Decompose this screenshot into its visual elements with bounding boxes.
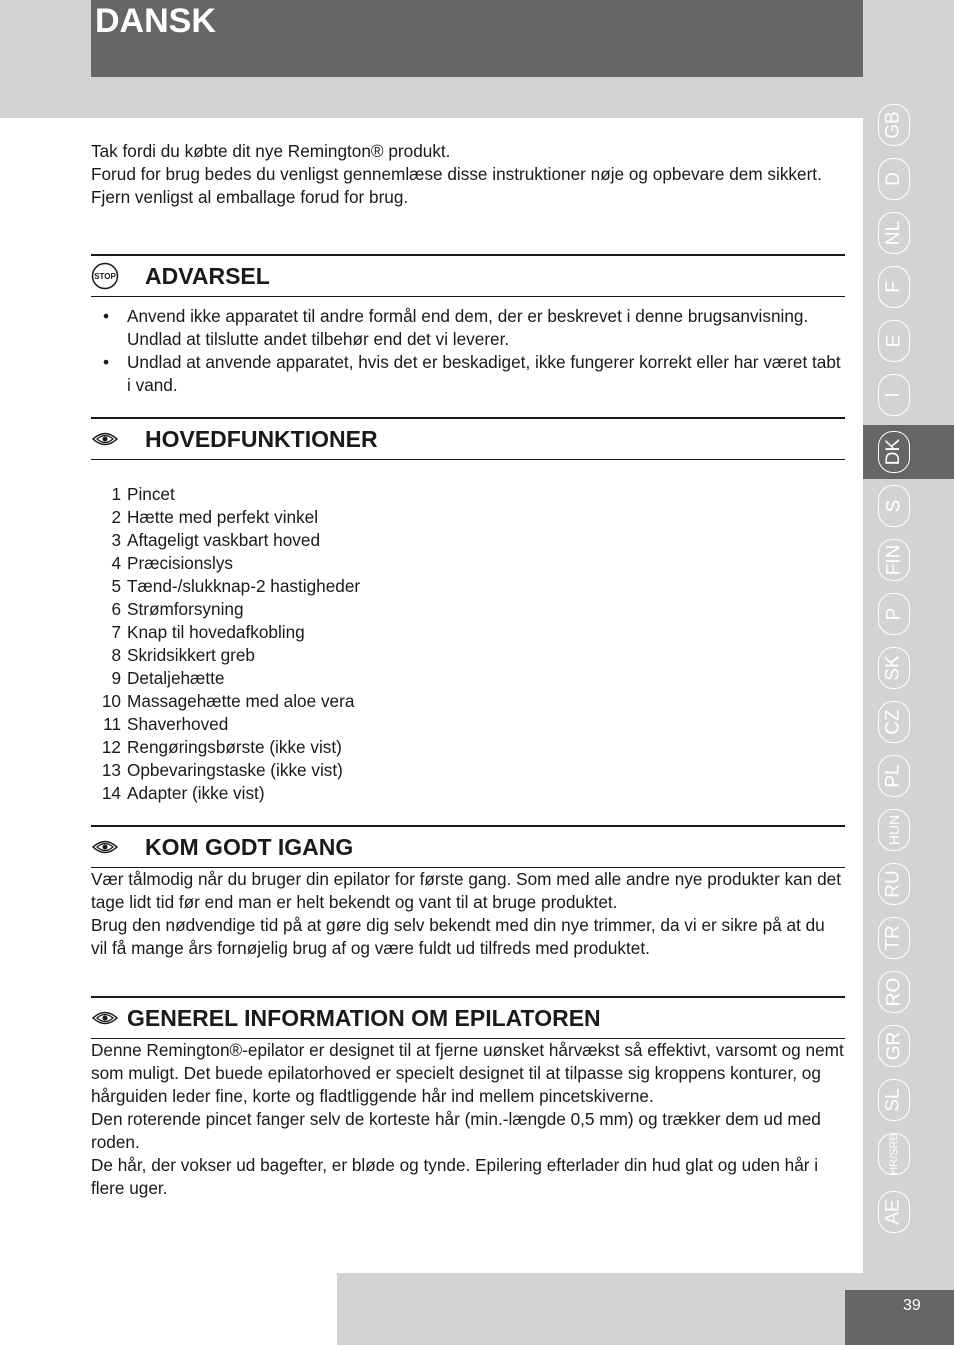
page-number-box xyxy=(845,1290,954,1345)
list-item xyxy=(91,529,845,552)
language-tab-d[interactable] xyxy=(863,152,954,206)
list-item xyxy=(91,552,845,575)
language-tab-label: RO xyxy=(883,977,904,1007)
page-bottom-strip xyxy=(0,1273,337,1345)
language-tab-cz[interactable] xyxy=(863,695,954,749)
list-item: • Undlad at anvende apparatet, hvis det er beskadiget, ikke fungerer korrekt eller har været tabt i vand. xyxy=(91,351,845,397)
eye-icon xyxy=(91,1004,119,1032)
language-tab-label: AE xyxy=(882,1199,904,1225)
item-number: 7 xyxy=(111,622,121,642)
language-tab-label: SK xyxy=(882,655,904,681)
language-tab-hr-srb[interactable] xyxy=(863,1127,954,1181)
item-number: 5 xyxy=(111,576,121,596)
language-tab-ro[interactable] xyxy=(863,965,954,1019)
language-tab-label: SL xyxy=(883,1088,904,1112)
item-number: 12 xyxy=(101,737,121,757)
language-tab-label: TR xyxy=(882,925,904,951)
list-item xyxy=(91,506,845,529)
intro-line: Forud for brug bedes du venligst gennemlæse disse instruktioner nøje og opbevare dem sikkert. Fjern venligst al emballage forud for brug. xyxy=(91,164,822,207)
language-tab-label: I xyxy=(883,392,904,398)
item-number: 3 xyxy=(111,530,121,550)
item-number: 6 xyxy=(111,599,121,619)
language-tab-label: D xyxy=(882,172,904,186)
list-item xyxy=(91,667,845,690)
warning-list xyxy=(91,305,845,397)
list-item xyxy=(91,483,845,506)
item-text: Tænd-/slukknap-2 hastigheder xyxy=(127,576,361,596)
item-number: 4 xyxy=(111,553,121,573)
language-tab-ru[interactable] xyxy=(863,857,954,911)
item-text: Knap til hovedafkobling xyxy=(127,622,305,642)
section-title: HOVEDFUNKTIONER xyxy=(145,425,378,452)
paragraph: Den roterende pincet fanger selv de korteste hår (min.-længde 0,5 mm) og trækker dem ud med roden. xyxy=(91,1109,821,1152)
list-item xyxy=(91,644,845,667)
language-tab-gb[interactable] xyxy=(863,98,954,152)
list-item xyxy=(91,759,845,782)
language-tab-label: FIN xyxy=(883,544,905,576)
section-header-getting-started xyxy=(91,825,845,868)
item-text: Præcisionslys xyxy=(127,553,234,573)
language-tab-label: F xyxy=(882,281,904,293)
item-number: 11 xyxy=(103,714,121,734)
intro-line: Tak fordi du købte dit nye Remington® produkt. xyxy=(91,141,451,161)
list-item xyxy=(91,690,845,713)
item-number: 13 xyxy=(101,760,121,780)
language-tab-p[interactable] xyxy=(863,587,954,641)
language-tab-label: GB xyxy=(882,111,904,139)
language-tab-i[interactable] xyxy=(863,368,954,422)
item-text: Pincet xyxy=(127,484,175,504)
language-tab-gr[interactable] xyxy=(863,1019,954,1073)
item-text: Adapter (ikke vist) xyxy=(127,783,265,803)
item-number: 8 xyxy=(111,645,121,665)
paragraph: Vær tålmodig når du bruger din epilator for første gang. Som med alle andre nye produkter kan det tage lidt tid før end man er helt bekendt og vant til at bruge produktet. xyxy=(91,869,841,912)
language-tab-pl[interactable] xyxy=(863,749,954,803)
item-number: 9 xyxy=(111,668,121,688)
parts-list xyxy=(91,483,845,805)
language-tab-label: NL xyxy=(882,220,904,246)
item-text: Massagehætte med aloe vera xyxy=(127,691,355,711)
language-tab-label: P xyxy=(883,607,904,621)
section-header-warning xyxy=(91,254,845,297)
item-number: 2 xyxy=(111,507,121,527)
list-item xyxy=(91,713,845,736)
item-text: Shaverhoved xyxy=(127,714,229,734)
language-tab-ae[interactable] xyxy=(863,1185,954,1239)
page-title: DANSK xyxy=(95,2,216,40)
language-tab-label: CZ xyxy=(882,709,904,735)
language-tab-nl[interactable] xyxy=(863,206,954,260)
header-bar xyxy=(91,0,863,77)
language-tab-label: E xyxy=(883,334,904,348)
item-text: Strømforsyning xyxy=(127,599,244,619)
language-tab-sk[interactable] xyxy=(863,641,954,695)
language-tabs xyxy=(863,96,954,1246)
main-content xyxy=(91,140,845,1200)
section-header-features xyxy=(91,417,845,460)
list-item xyxy=(91,575,845,598)
language-tab-label: HR/SRB xyxy=(888,1133,900,1175)
language-tab-label: PL xyxy=(883,764,904,788)
language-tab-s[interactable] xyxy=(863,479,954,533)
item-text: Hætte med perfekt vinkel xyxy=(127,507,319,527)
section-header-general-info xyxy=(91,996,845,1039)
paragraph: De hår, der vokser ud bagefter, er bløde og tynde. Epilering efterlader din hud glat og uden hår i flere uger. xyxy=(91,1155,819,1198)
general-info-text xyxy=(91,1039,845,1200)
list-item xyxy=(91,782,845,805)
item-text: Detaljehætte xyxy=(127,668,225,688)
item-number: 1 xyxy=(111,484,121,504)
language-tab-f[interactable] xyxy=(863,260,954,314)
language-tab-dk[interactable] xyxy=(863,425,954,479)
item-number: 10 xyxy=(101,691,121,711)
language-tab-hun[interactable] xyxy=(863,803,954,857)
section-title: ADVARSEL xyxy=(145,262,270,289)
item-text: Rengøringsbørste (ikke vist) xyxy=(127,737,342,757)
stop-icon xyxy=(91,262,119,290)
language-tab-fin[interactable] xyxy=(863,533,954,587)
language-tab-sl[interactable] xyxy=(863,1073,954,1127)
item-text: Opbevaringstaske (ikke vist) xyxy=(127,760,343,780)
eye-icon xyxy=(91,425,119,453)
stop-icon-text: STOP xyxy=(94,272,116,281)
intro-text xyxy=(91,140,845,209)
paragraph: Brug den nødvendige tid på at gøre dig selv bekendt med din nye trimmer, da vi er sikre på at du vil få mange års fornøjelig brug af og være fuldt ud tilfreds med produktet. xyxy=(91,915,825,958)
list-item xyxy=(91,621,845,644)
page-number: 39 xyxy=(903,1297,921,1314)
language-tab-tr[interactable] xyxy=(863,911,954,965)
eye-icon xyxy=(91,833,119,861)
language-tab-label: RU xyxy=(882,870,904,898)
language-tab-label: DK xyxy=(883,438,904,466)
language-tab-e[interactable] xyxy=(863,314,954,368)
item-number: 14 xyxy=(101,783,121,803)
list-item: • Anvend ikke apparatet til andre formål end dem, der er beskrevet i denne brugsanvisning. Undlad at tilslutte andet tilbehør end det vi leverer. xyxy=(91,305,845,351)
language-tab-label: S xyxy=(883,499,904,513)
getting-started-text xyxy=(91,868,845,960)
item-text: Aftageligt vaskbart hoved xyxy=(127,530,320,550)
section-title: GENEREL INFORMATION OM EPILATOREN xyxy=(127,1004,601,1031)
list-item xyxy=(91,736,845,759)
item-text: Skridsikkert greb xyxy=(127,645,255,665)
paragraph: Denne Remington®-epilator er designet til at fjerne uønsket hårvækst så effektivt, varsomt og nemt som muligt. Det buede epilatorhoved er specielt designet til at tilpasse sig kroppens konturer, og hårguiden leder fine, korte og fladtliggende hår ind mellem pincetskiverne. xyxy=(91,1040,844,1106)
language-tab-label: HUN xyxy=(886,814,902,846)
language-tab-label: GR xyxy=(883,1031,904,1061)
list-item xyxy=(91,598,845,621)
section-title: KOM GODT IGANG xyxy=(145,833,354,860)
